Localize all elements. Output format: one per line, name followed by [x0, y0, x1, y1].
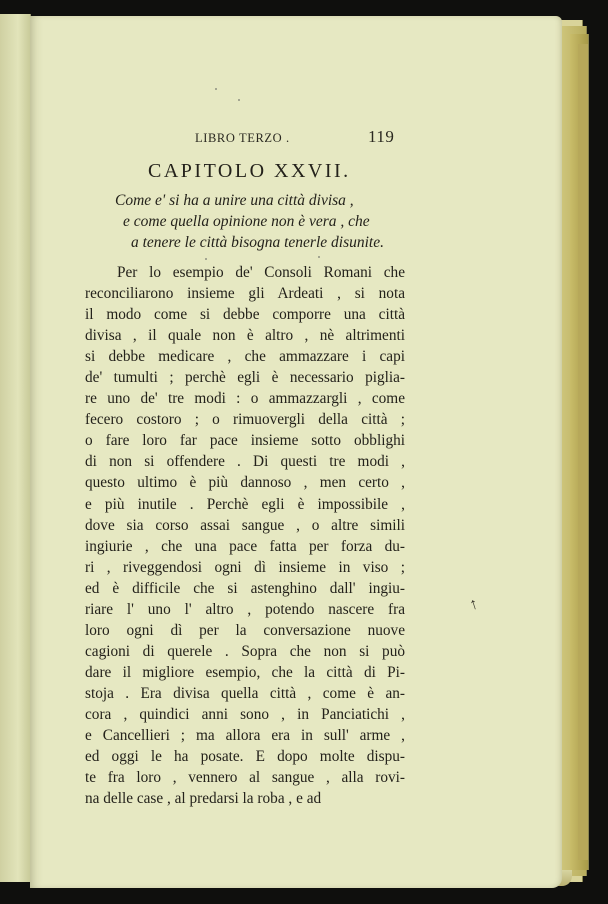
chapter-subtitle — [115, 190, 405, 253]
subtitle-line: a tenere le città bisogna tenerle disunite. — [131, 234, 384, 251]
text-line: il modo come si debbe comporre una città — [85, 306, 405, 324]
text-line: si debbe medicare , che ammazzare i capi — [85, 348, 405, 366]
ink-mark-icon: ↑ — [467, 595, 481, 614]
subtitle-line: e come quella opinione non è vera , che — [123, 213, 370, 230]
text-line: questo ultimo è più dannoso , men certo , — [85, 474, 405, 492]
facing-page-edge — [0, 14, 31, 882]
text-line: fecero costoro ; o rimuovergli della città ; — [85, 411, 405, 429]
text-line: divisa , il quale non è altro , nè altrimenti — [85, 327, 405, 345]
chapter-title: CAPITOLO XXVII. — [148, 160, 351, 182]
paper-speck — [205, 258, 207, 260]
paper-speck — [238, 99, 240, 101]
text-line: riare l' uno l' altro , potendo nascere fra — [85, 600, 405, 618]
text-line: di non si offendere . Di questi tre modi , — [85, 453, 405, 471]
text-line: o fare loro far pace insieme sotto obblighi — [85, 432, 405, 450]
text-line: cagioni di querele . Sopra che non si può — [85, 642, 405, 660]
text-line: na delle case , al predarsi la roba , e ad — [85, 790, 322, 808]
paper-speck — [215, 88, 217, 90]
body-text — [85, 262, 405, 809]
text-line: stoja . Era divisa quella città , come è an- — [85, 684, 405, 702]
text-line: reconciliarono insieme gli Ardeati , si nota — [85, 285, 405, 303]
text-line: cora , quindici anni sono , in Panciatichi , — [85, 705, 405, 723]
subtitle-line: Come e' si ha a unire una città divisa , — [115, 192, 354, 209]
text-line: ed è difficile che si astenghino dall' ingiu- — [85, 579, 405, 597]
text-line: dove sia corso assai sangue , o altre simili — [85, 516, 405, 534]
text-line: re uno de' tre modi : o ammazzargli , come — [85, 390, 405, 408]
text-line: Per lo esempio de' Consoli Romani che — [117, 264, 405, 281]
text-line: e Cancellieri ; ma allora era in sull' arme , — [85, 727, 405, 745]
paper-speck — [318, 256, 320, 258]
text-line: ingiurie , che una pace fatta per forza du- — [85, 537, 405, 555]
text-line: ed oggi le ha posate. E dopo molte dispu- — [85, 748, 405, 766]
text-line: e più inutile . Perchè egli è impossibile , — [85, 495, 405, 513]
text-line: loro ogni dì per la conversazione nuove — [85, 621, 405, 639]
running-head: LIBRO TERZO . — [195, 131, 290, 145]
text-line: de' tumulti ; perchè egli è necessario piglia- — [85, 369, 405, 387]
page-edge — [578, 44, 589, 860]
text-line: te fra loro , vennero al sangue , alla rovi- — [85, 769, 405, 787]
text-line: ri , riveggendosi ogni dì insieme in viso ; — [85, 558, 405, 576]
text-line: dare il migliore esempio, che la città di Pi- — [85, 663, 405, 681]
page-number: 119 — [368, 127, 395, 146]
